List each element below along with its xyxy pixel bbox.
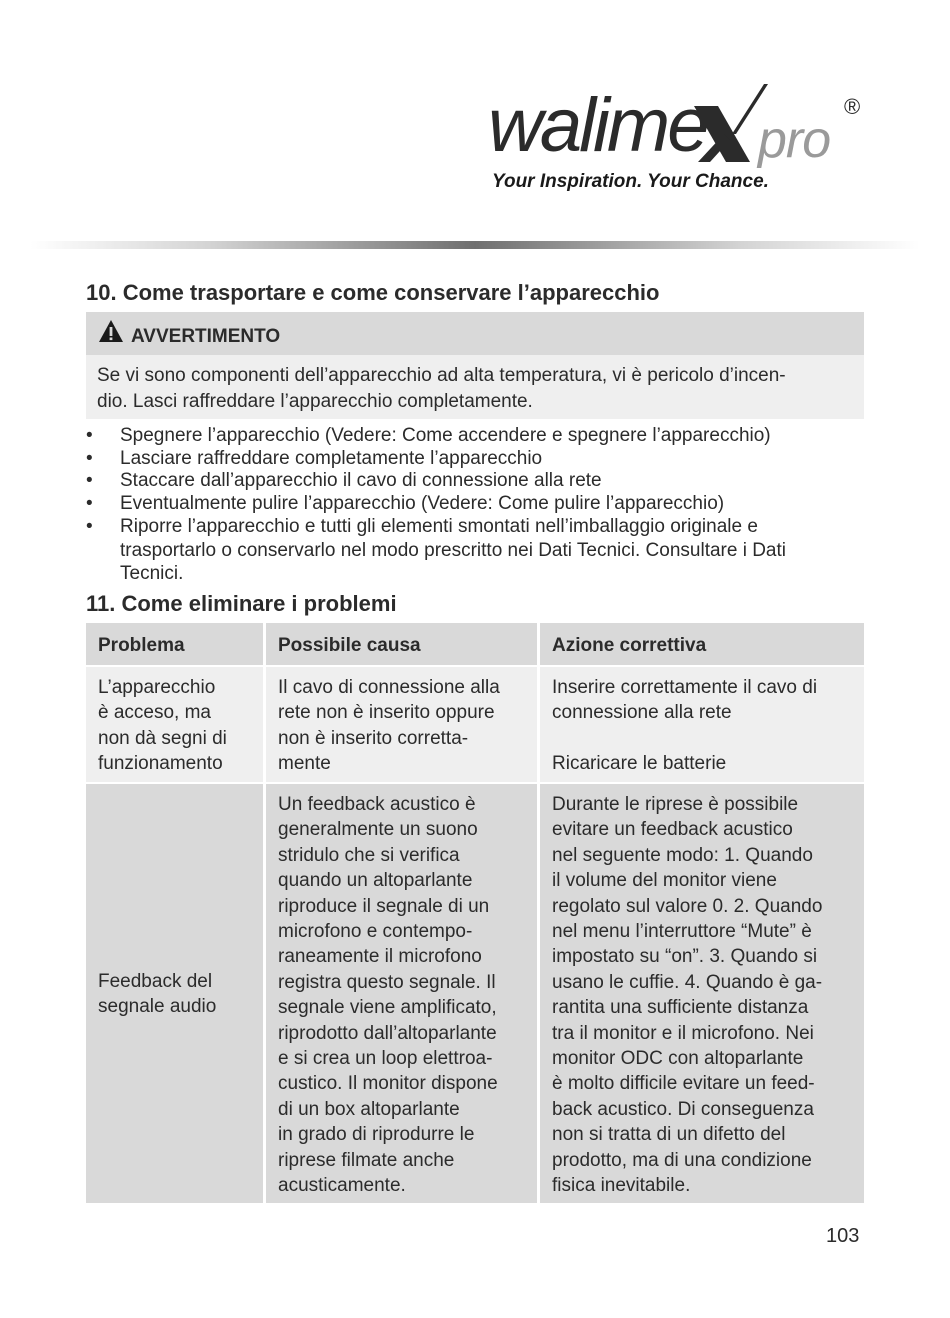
logo-pro: pro [758,111,831,169]
row2-action [540,784,864,1203]
cell-line: back acustico. Di conseguenza [552,1098,814,1120]
cell-line: riproduce il segnale di un [278,895,490,917]
section-10-title: 10. Come trasportare e come conservare l’apparecchio [86,280,660,305]
cell-line: di un box altoparlante [278,1098,460,1120]
warning-triangle-icon [98,319,124,343]
cell-line: il volume del monitor viene [552,870,777,892]
page-number: 103 [826,1225,860,1247]
cell-line: Ricaricare le batterie [552,753,727,775]
header-action: Azione correttiva [540,623,864,665]
cell-line: segnale viene amplificato, [278,997,497,1019]
registered-mark: ® [844,94,861,119]
cell-line: riprodotto dall’altoparlante [278,1022,497,1044]
cell-line: Feedback del [98,971,213,992]
list-item-line: Tecnici. [120,563,184,584]
cell-line: raneamente il microfono [278,946,482,968]
section-11-title: 11. Come eliminare i problemi [86,591,397,616]
list-item: • Spegnere l’apparecchio (Vedere: Come accendere e spegnere l’apparecchio) [84,425,874,448]
cell-line: fisica inevitabile. [552,1175,691,1197]
transport-steps-list [84,425,874,586]
cell-line: L’apparecchio [98,677,216,698]
header-divider [30,241,920,249]
cell-line: Un feedback acustico è [278,794,476,815]
warning-line: dio. Lasci raffreddare l’apparecchio completamente. [97,391,533,412]
list-item-line: trasportarlo o conservarlo nel modo prescritto nei Dati Tecnici. Consultare i Dati [120,539,787,561]
cell-line: Il cavo di connessione alla [278,677,500,698]
cell-line: prodotto, ma di una condizione [552,1149,812,1171]
list-item: • Lasciare raffreddare completamente l’apparecchio [84,448,874,471]
cell-line: riprese filmate anche [278,1149,455,1171]
header-problem: Problema [86,623,263,665]
cell-line: microfono e contempo- [278,921,473,943]
cell-line: non dà segni di [98,727,227,749]
cell-line: segnale audio [98,996,217,1018]
warning-header [86,312,864,355]
list-item-line: • Riporre l’apparecchio e tutti gli elementi smontati nell’imballaggio originale e [120,516,758,537]
list-item: • Staccare dall’apparecchio il cavo di connessione alla rete [84,470,874,493]
row2-problem [86,784,263,1203]
cell-line: quando un altoparlante [278,870,473,892]
header-cause: Possibile causa [266,623,537,665]
cell-line: regolato sul valore 0. 2. Quando [552,895,823,917]
list-item: • Eventualmente pulire l’apparecchio (Vedere: Come pulire l’apparecchio) [84,493,874,516]
troubleshooting-table [86,623,864,1203]
brand-tagline: Your Inspiration. Your Chance. [492,171,769,192]
cell-line: tra il monitor e il microfono. Nei [552,1022,814,1044]
cell-line: custico. Il monitor dispone [278,1073,498,1095]
row1-action [540,667,864,782]
warning-title: AVVERTIMENTO [131,326,281,347]
warning-body [86,355,864,419]
logo-wordmark: walime [488,83,707,168]
cell-line: è molto difficile evitare un feed- [552,1073,815,1095]
cell-line: registra questo segnale. Il [278,971,496,993]
cell-line: è acceso, ma [98,702,211,724]
cell-line: rete non è inserito oppure [278,702,495,724]
cell-line: Durante le riprese è possibile [552,794,799,815]
cell-line: evitare un feedback acustico [552,819,793,841]
cell-line: in grado di riprodurre le [278,1124,475,1146]
row1-cause [266,667,537,782]
walimex-pro-logo [488,83,868,198]
cell-line: nel seguente modo: 1. Quando [552,844,813,866]
cell-line: monitor ODC con altoparlante [552,1048,804,1070]
cell-line [552,726,854,751]
cell-line: acusticamente. [278,1175,406,1197]
cell-line: stridulo che si verifica [278,844,460,866]
cell-line: mente [278,753,331,775]
cell-line: Inserire correttamente il cavo di [552,677,818,698]
cell-line: connessione alla rete [552,702,732,724]
cell-line: generalmente un suono [278,819,478,841]
cell-line: usano le cuffie. 4. Quando è ga- [552,971,823,993]
cell-line: non si tratta di un difetto del [552,1124,786,1146]
logo-x-mark [688,84,768,166]
row2-cause [266,784,537,1203]
cell-line: nel menu l’interruttore “Mute” è [552,921,812,943]
warning-text [97,363,857,415]
row1-problem [86,667,263,782]
cell-line: funzionamento [98,753,223,775]
cell-line: rantita una sufficiente distanza [552,997,809,1019]
list-item [84,515,874,586]
cell-line: non è inserito corretta- [278,727,469,749]
cell-line: e si crea un loop elettroa- [278,1048,493,1070]
warning-line: Se vi sono componenti dell’apparecchio ad alta temperatura, vi è pericolo d’incen- [97,365,786,386]
cell-line: impostato su “on”. 3. Quando si [552,946,818,968]
